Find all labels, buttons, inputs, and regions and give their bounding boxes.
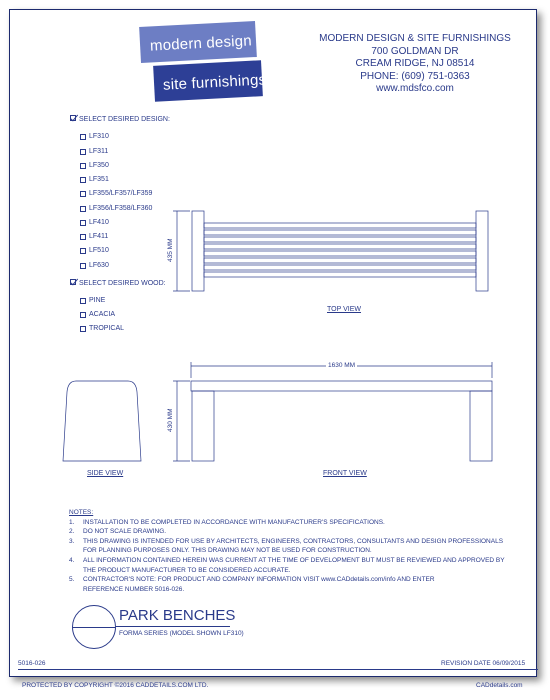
design-option-label: LF356/LF358/LF360 [89, 205, 153, 212]
note-continuation: FOR PLANNING PURPOSES ONLY. THIS DRAWING MAY NOT BE USED FOR CONSTRUCTION. [83, 547, 372, 555]
design-option-label: LF350 [89, 162, 109, 169]
title-circle-symbol [72, 605, 116, 649]
side-view-label: SIDE VIEW [87, 470, 124, 477]
wood-option-label: PINE [89, 297, 106, 304]
note-number: 1. [69, 518, 75, 526]
design-option-label: LF310 [89, 133, 109, 140]
company-address: 700 GOLDMAN DR [371, 45, 459, 57]
footer-rule [18, 669, 538, 670]
wood-options-label: SELECT DESIRED WOOD: [79, 280, 166, 287]
note-text: INSTALLATION TO BE COMPLETED IN ACCORDANCE WITH MANUFACTURER'S SPECIFICATIONS. [83, 518, 385, 526]
design-option-label: LF351 [89, 176, 109, 183]
notes-title: NOTES: [69, 509, 94, 516]
note-continuation: THE PRODUCT MANUFACTURER TO BE CONSIDERED ACCURATE. [83, 566, 291, 574]
dim-height-label: 430 MM [167, 408, 174, 432]
note-text: CONTRACTOR'S NOTE: FOR PRODUCT AND COMPANY INFORMATION VISIT www.CADdetails.com/info AND ENTER [83, 576, 435, 584]
site-link[interactable]: CADdetails.com [476, 682, 523, 689]
note-number: 4. [69, 556, 75, 564]
note-item [69, 527, 505, 537]
logo-text-line2: site furnishings [162, 71, 267, 94]
drawing-subtitle: FORMA SERIES (MODEL SHOWN LF310) [119, 630, 244, 637]
notes-block [69, 508, 505, 594]
note-number: 2. [69, 528, 75, 536]
note-item [69, 575, 505, 585]
company-phone: PHONE: (609) 751-0363 [360, 70, 470, 82]
note-text: THIS DRAWING IS INTENDED FOR USE BY ARCHITECTS, ENGINEERS, CONTRACTORS, CONSULTANTS AND DESIGN PROFESSIONALS [83, 537, 504, 545]
drawing-title: PARK BENCHES [119, 607, 236, 624]
note-item [69, 537, 505, 547]
dim-depth-label: 435 MM [167, 238, 174, 262]
note-number: 5. [69, 576, 75, 584]
design-option-label: LF630 [89, 262, 109, 269]
title-underline [116, 626, 230, 627]
wood-option-label: TROPICAL [89, 325, 125, 332]
design-option-label: LF411 [89, 233, 109, 240]
front-view-drawing [173, 362, 492, 461]
note-continuation: REFERENCE NUMBER 5016-026. [83, 585, 185, 593]
revision-date: REVISION DATE 06/09/2015 [441, 660, 526, 667]
design-option-label: LF311 [89, 148, 109, 155]
company-website[interactable]: www.mdsfco.com [376, 83, 454, 94]
top-view-label: TOP VIEW [327, 306, 361, 313]
dim-length-label: 1630 MM [328, 362, 356, 369]
note-item [69, 556, 505, 566]
company-city: CREAM RIDGE, NJ 08514 [355, 58, 475, 69]
company-name: MODERN DESIGN & SITE FURNISHINGS [319, 33, 511, 44]
note-number: 3. [69, 537, 75, 545]
design-option-label: LF410 [89, 219, 109, 226]
side-view-drawing [63, 381, 141, 461]
note-text: DO NOT SCALE DRAWING. [83, 528, 167, 536]
reference-number: 5016-026 [18, 660, 46, 667]
logo-text-line1: modern design [149, 32, 253, 55]
design-options-label: SELECT DESIRED DESIGN: [79, 116, 170, 123]
copyright-notice: PROTECTED BY COPYRIGHT ©2016 CADDETAILS.COM LTD. [22, 682, 209, 689]
design-option-label: LF510 [89, 247, 109, 254]
note-text: ALL INFORMATION CONTAINED HEREIN WAS CURRENT AT THE TIME OF DEVELOPMENT BUT MUST BE REVIEWED AND APPROVED BY [83, 556, 505, 564]
note-item [69, 518, 505, 528]
top-view-drawing [173, 211, 488, 291]
wood-option-label: ACACIA [89, 311, 116, 318]
front-view-label: FRONT VIEW [323, 470, 367, 477]
design-option-label: LF355/LF357/LF359 [89, 190, 153, 197]
